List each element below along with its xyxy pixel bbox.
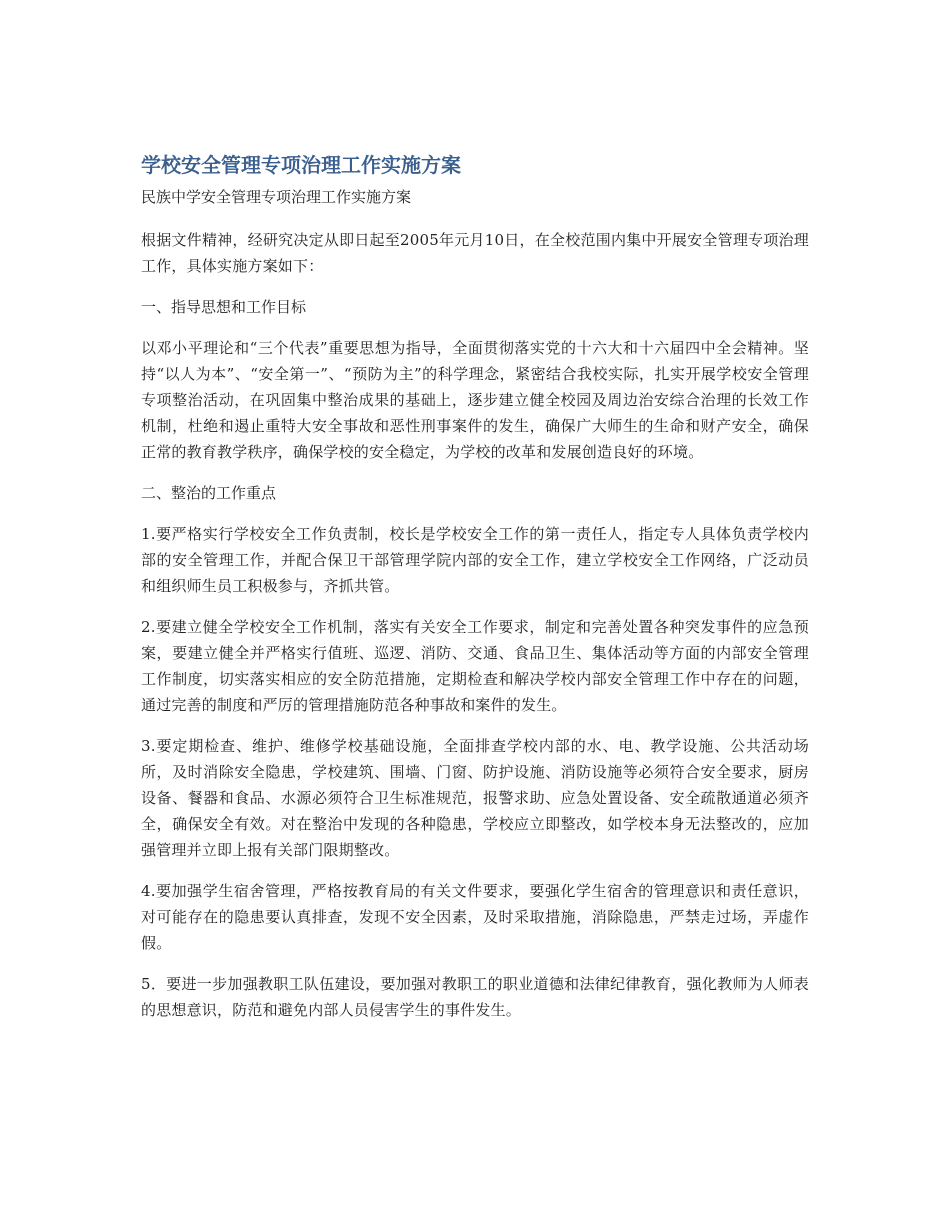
list-item: 4.要加强学生宿舍管理，严格按教育局的有关文件要求，要强化学生宿舍的管理意识和责任意识，对可能存在的隐患要认真排查，发现不安全因素，及时采取措施，消除隐患，严禁走过场，弄虚作假。 — [141, 882, 809, 952]
list-item: 3.要定期检查、维护、维修学校基础设施，全面排查学校内部的水、电、教学设施、公共活动场所，及时消除安全隐患，学校建筑、围墙、门窗、防护设施、消防设施等必须符合安全要求，厨房设备、餐器和食品、水源必须符合卫生标准规范，报警求助、应急处置设备、安全疏散通道必须齐全，确保安全有效。对在整治中发现的各种隐患，学校应立即整改，如学校本身无法整改的，应加强管理并立即上报有关部门限期整改。 — [141, 737, 809, 859]
list-item: 5．要进一步加强教职工队伍建设，要加强对教职工的职业道德和法律纪律教育，强化教师为人师表的思想意识，防范和避免内部人员侵害学生的事件发生。 — [141, 975, 809, 1019]
document-page — [141, 150, 809, 1038]
intro-paragraph: 根据文件精神，经研究决定从即日起至2005年元月10日，在全校范围内集中开展安全管理专项治理工作，具体实施方案如下： — [141, 231, 809, 275]
document-title: 学校安全管理专项治理工作实施方案 — [141, 153, 461, 177]
document-subtitle: 民族中学安全管理专项治理工作实施方案 — [141, 188, 412, 206]
list-item: 1.要严格实行学校安全工作负责制，校长是学校安全工作的第一责任人，指定专人具体负责学校内部的安全管理工作，并配合保卫干部管理学院内部的安全工作，建立学校安全工作网络，广泛动员和组织师生员工积极参与，齐抓共管。 — [141, 525, 809, 595]
section-heading-key-tasks: 二、整治的工作重点 — [141, 484, 277, 502]
section-heading-guiding-principles: 一、指导思想和工作目标 — [141, 298, 307, 316]
list-item: 2.要建立健全学校安全工作机制，落实有关安全工作要求，制定和完善处置各种突发事件的应急预案，要建立健全并严格实行值班、巡逻、消防、交通、食品卫生、集体活动等方面的内部安全管理工作制度，切实落实相应的安全防范措施，定期检查和解决学校内部安全管理工作中存在的问题，通过完善的制度和严厉的管理措施防范各种事故和案件的发生。 — [141, 618, 809, 714]
section-body-guiding-principles: 以邓小平理论和“三个代表”重要思想为指导，全面贯彻落实党的十六大和十六届四中全会精神。坚持“以人为本”、“安全第一”、“预防为主”的科学理念，紧密结合我校实际，扎实开展学校安全管理专项整治活动，在巩固集中整治成果的基础上，逐步建立健全校园及周边治安综合治理的长效工作机制，杜绝和遏止重特大安全事故和恶性刑事案件的发生，确保广大师生的生命和财产安全，确保正常的教育教学秩序，确保学校的安全稳定，为学校的改革和发展创造良好的环境。 — [141, 339, 809, 461]
